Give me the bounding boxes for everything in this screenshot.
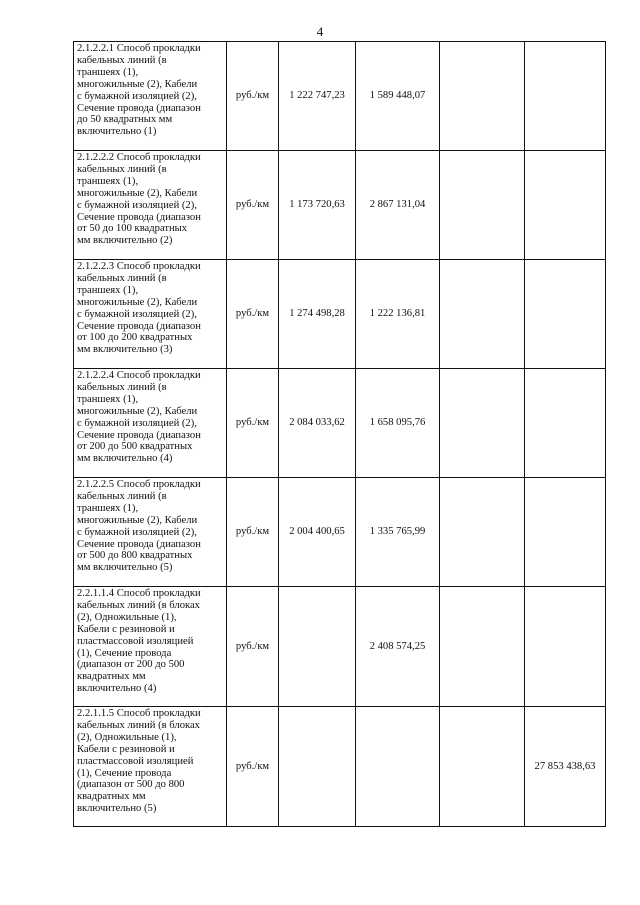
cell-unit: руб./км xyxy=(227,151,279,260)
cell-value-col3 xyxy=(279,587,356,707)
cell-value-col5 xyxy=(440,369,525,478)
cell-value-col3: 1 222 747,23 xyxy=(279,42,356,151)
description-line: включительно (5) xyxy=(77,803,157,815)
description-line: пластмассовой изоляцией xyxy=(77,635,194,647)
description-line: Сечение провода (диапазон xyxy=(77,211,201,223)
description-line: Сечение провода (диапазон xyxy=(77,429,201,441)
description-line: включительно (4) xyxy=(77,683,157,695)
description-line: многожильные (2), Кабели xyxy=(77,296,198,308)
description-line: кабельных линий (в блоках xyxy=(77,719,200,731)
description-line: кабельных линий (в блоках xyxy=(77,599,200,611)
cell-value-col3: 1 274 498,28 xyxy=(279,260,356,369)
description-line: 2.1.2.2.2 Способ прокладки xyxy=(77,152,201,163)
cell-description xyxy=(74,260,227,369)
description-line: многожильные (2), Кабели xyxy=(77,514,198,526)
cell-description xyxy=(74,369,227,478)
description-line: кабельных линий (в xyxy=(77,381,167,393)
cell-description xyxy=(74,478,227,587)
description-line: мм включительно (2) xyxy=(77,235,173,247)
description-line: траншеях (1), xyxy=(77,284,139,296)
description-line: 2.1.2.2.1 Способ прокладки xyxy=(77,43,201,54)
description-line: траншеях (1), xyxy=(77,393,139,405)
description-line: с бумажной изоляцией (2), xyxy=(77,90,197,102)
table-row xyxy=(74,260,606,369)
description-line: 2.1.2.2.5 Способ прокладки xyxy=(77,479,201,490)
description-line: с бумажной изоляцией (2), xyxy=(77,308,197,320)
table-row xyxy=(74,151,606,260)
cell-value-col3: 2 004 400,65 xyxy=(279,478,356,587)
description-line: (2), Одножильные (1), xyxy=(77,611,177,623)
tariff-table xyxy=(73,41,606,827)
cell-description xyxy=(74,42,227,151)
description-line: (1), Сечение провода xyxy=(77,647,172,659)
cell-value-col6 xyxy=(525,587,606,707)
page-number: 4 xyxy=(316,24,324,39)
description-line: квадратных мм xyxy=(77,791,146,803)
cell-unit: руб./км xyxy=(227,260,279,369)
table-row xyxy=(74,707,606,827)
cell-value-col4: 1 589 448,07 xyxy=(356,42,440,151)
description-line: многожильные (2), Кабели xyxy=(77,405,198,417)
cell-unit: руб./км xyxy=(227,42,279,151)
cell-value-col6 xyxy=(525,42,606,151)
cell-value-col4 xyxy=(356,707,440,827)
cell-value-col6: 27 853 438,63 xyxy=(525,707,606,827)
description-line: (диапазон от 500 до 800 xyxy=(77,779,185,791)
cell-value-col5 xyxy=(440,151,525,260)
cell-unit: руб./км xyxy=(227,369,279,478)
table-row xyxy=(74,42,606,151)
cell-value-col5 xyxy=(440,42,525,151)
cell-description xyxy=(74,151,227,260)
table-row xyxy=(74,369,606,478)
description-line: (диапазон от 200 до 500 xyxy=(77,659,185,671)
description-line: Кабели с резиновой и xyxy=(77,623,175,635)
description-line: траншеях (1), xyxy=(77,66,139,78)
description-line: от 50 до 100 квадратных xyxy=(77,223,188,235)
cell-value-col4: 1 222 136,81 xyxy=(356,260,440,369)
cell-value-col6 xyxy=(525,260,606,369)
cell-value-col5 xyxy=(440,260,525,369)
cell-value-col4: 2 867 131,04 xyxy=(356,151,440,260)
description-line: с бумажной изоляцией (2), xyxy=(77,199,197,211)
description-line: от 200 до 500 квадратных xyxy=(77,441,193,453)
table-row xyxy=(74,587,606,707)
description-line: кабельных линий (в xyxy=(77,490,167,502)
description-line: с бумажной изоляцией (2), xyxy=(77,417,197,429)
description-line: с бумажной изоляцией (2), xyxy=(77,526,197,538)
description-line: многожильные (2), Кабели xyxy=(77,78,198,90)
cell-value-col6 xyxy=(525,369,606,478)
description-line: от 100 до 200 квадратных xyxy=(77,332,193,344)
cell-value-col3 xyxy=(279,707,356,827)
description-line: до 50 квадратных мм xyxy=(77,114,173,126)
cell-value-col4: 2 408 574,25 xyxy=(356,587,440,707)
cell-description xyxy=(74,707,227,827)
tariff-table-body xyxy=(74,42,606,827)
cell-value-col3: 1 173 720,63 xyxy=(279,151,356,260)
description-line: кабельных линий (в xyxy=(77,54,167,66)
description-line: мм включительно (3) xyxy=(77,344,173,356)
description-line: (2), Одножильные (1), xyxy=(77,731,177,743)
description-line: многожильные (2), Кабели xyxy=(77,187,198,199)
cell-value-col5 xyxy=(440,587,525,707)
description-line: 2.1.2.2.3 Способ прокладки xyxy=(77,261,201,272)
cell-value-col6 xyxy=(525,478,606,587)
table-row xyxy=(74,478,606,587)
description-line: Сечение провода (диапазон xyxy=(77,102,201,114)
cell-unit: руб./км xyxy=(227,587,279,707)
cell-unit: руб./км xyxy=(227,707,279,827)
cell-value-col6 xyxy=(525,151,606,260)
description-line: (1), Сечение провода xyxy=(77,767,172,779)
description-line: траншеях (1), xyxy=(77,502,139,514)
description-line: мм включительно (4) xyxy=(77,453,173,465)
description-line: пластмассовой изоляцией xyxy=(77,755,194,767)
cell-value-col3: 2 084 033,62 xyxy=(279,369,356,478)
cell-value-col4: 1 335 765,99 xyxy=(356,478,440,587)
cell-value-col4: 1 658 095,76 xyxy=(356,369,440,478)
description-line: от 500 до 800 квадратных xyxy=(77,550,193,562)
description-line: 2.2.1.1.5 Способ прокладки xyxy=(77,708,201,719)
description-line: 2.1.2.2.4 Способ прокладки xyxy=(77,370,201,381)
description-line: Сечение провода (диапазон xyxy=(77,320,201,332)
cell-value-col5 xyxy=(440,478,525,587)
description-line: Кабели с резиновой и xyxy=(77,743,175,755)
description-line: Сечение провода (диапазон xyxy=(77,538,201,550)
cell-value-col5 xyxy=(440,707,525,827)
description-line: мм включительно (5) xyxy=(77,562,173,574)
cell-unit: руб./км xyxy=(227,478,279,587)
description-line: траншеях (1), xyxy=(77,175,139,187)
description-line: включительно (1) xyxy=(77,126,157,138)
description-line: квадратных мм xyxy=(77,671,146,683)
cell-description xyxy=(74,587,227,707)
description-line: кабельных линий (в xyxy=(77,272,167,284)
description-line: 2.2.1.1.4 Способ прокладки xyxy=(77,588,201,599)
description-line: кабельных линий (в xyxy=(77,163,167,175)
